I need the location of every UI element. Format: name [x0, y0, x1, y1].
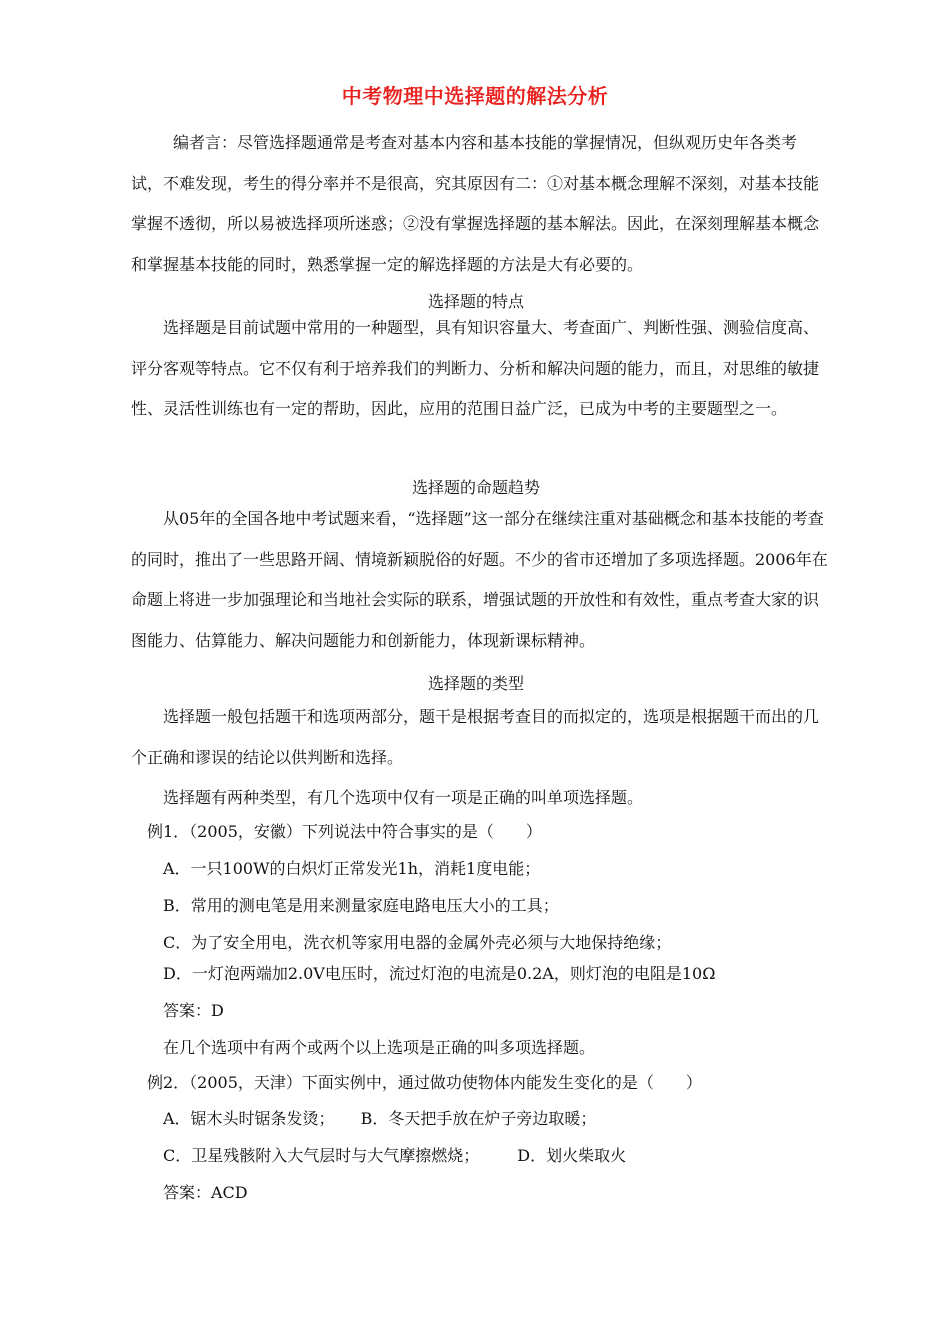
section-features-block: [131, 308, 821, 430]
example1-option-b: B．常用的测电笔是用来测量家庭电路电压大小的工具；: [163, 896, 559, 915]
example2-option-c: C．卫星残骸附入大气层时与大气摩擦燃烧；: [163, 1146, 480, 1165]
example1-answer: 答案：D: [163, 1001, 224, 1020]
single-choice-intro: 选择题有两种类型，有几个选项中仅有一项是正确的叫单项选择题。: [163, 788, 644, 807]
example2-stem: 例2．（2005，天津）下面实例中，通过做功使物体内能发生变化的是（ ）: [147, 1073, 702, 1092]
section-trends-text: 从05年的全国各地中考试题来看，“选择题”这一部分在继续注重对基础概念和基本技能的考查的同时，推出了一些思路开阔、情境新颖脱俗的好题。不少的省市还增加了多项选择题。2006年在命题上将进一步加强理论和当地社会实际的联系，增强试题的开放性和有效性，重点考查大家的识图能力、估算能力、解决问题能力和创新能力，体现新课标精神。: [131, 509, 828, 650]
example2-option-a: A．锯木头时锯条发烫；: [163, 1109, 335, 1128]
document-title: 中考物理中选择题的解法分析: [341, 84, 609, 108]
intro-block: [131, 123, 821, 285]
intro-paragraph: 编者言：尽管选择题通常是考查对基本内容和基本技能的掌握情况，但纵观历史年各类考试，不难发现，考生的得分率并不是很高，究其原因有二：①对基本概念理解不深刻，对基本技能掌握不透彻，所以易被选择项所迷惑；②没有掌握选择题的基本解法。因此，在深刻理解基本概念和掌握基本技能的同时，熟悉掌握一定的解选择题的方法是大有必要的。: [131, 133, 820, 274]
example2-option-d: D．划火柴取火: [517, 1146, 627, 1165]
example1-stem: 例1．（2005，安徽）下列说法中符合事实的是（ ）: [147, 822, 542, 841]
section-heading-features: 选择题的特点: [427, 292, 524, 311]
section-heading-types: 选择题的类型: [427, 674, 524, 693]
section-features-text: 选择题是目前试题中常用的一种题型，具有知识容量大、考查面广、判断性强、测验信度高、评分客观等特点。它不仅有利于培养我们的判断力、分析和解决问题的能力，而且，对思维的敏捷性、灵活性训练也有一定的帮助，因此，应用的范围日益广泛，已成为中考的主要题型之一。: [131, 318, 820, 418]
section-types-block: [131, 697, 821, 778]
example1-option-c: C．为了安全用电，洗衣机等家用电器的金属外壳必须与大地保持绝缘；: [163, 933, 672, 952]
example2-answer: 答案：ACD: [163, 1183, 248, 1202]
section-trends-block: [131, 499, 831, 661]
example1-option-d: D．一灯泡两端加2.0V电压时，流过灯泡的电流是0.2A，则灯泡的电阻是10Ω: [163, 964, 716, 983]
section-types-text: 选择题一般包括题干和选项两部分，题干是根据考查目的而拟定的，选项是根据题干而出的几个正确和谬误的结论以供判断和选择。: [131, 707, 820, 767]
multi-choice-intro: 在几个选项中有两个或两个以上选项是正确的叫多项选择题。: [163, 1038, 596, 1057]
example2-option-b: B．冬天把手放在炉子旁边取暖；: [360, 1109, 597, 1128]
example2-options-row-2: [163, 1144, 626, 1168]
example2-options-row-1: [163, 1107, 596, 1131]
example1-option-a: A．一只100W的白炽灯正常发光1h，消耗1度电能；: [163, 859, 541, 878]
section-heading-trends: 选择题的命题趋势: [411, 478, 540, 497]
